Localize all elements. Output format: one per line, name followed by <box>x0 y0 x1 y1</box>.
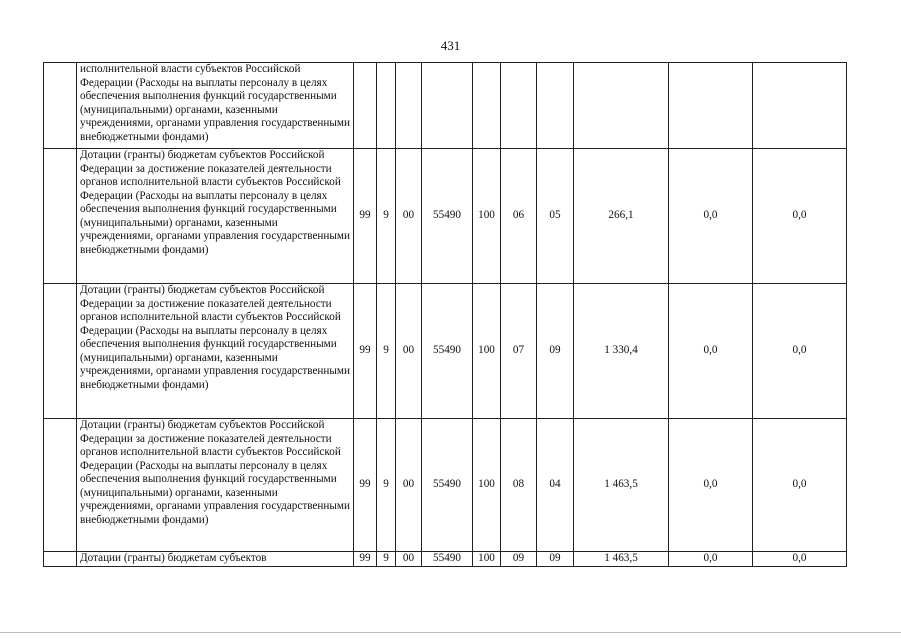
amount-year-1 <box>574 63 669 149</box>
code-direction: 55490 <box>422 284 473 419</box>
page-number: 431 <box>440 38 461 53</box>
code-program: 99 <box>354 419 377 552</box>
amount-year-3: 0,0 <box>753 552 847 567</box>
code-expense-type: 100 <box>473 284 501 419</box>
table-row <box>44 63 847 149</box>
table-row <box>44 419 847 552</box>
code-subsection: 09 <box>537 552 574 567</box>
code-subsection: 05 <box>537 149 574 284</box>
code-section: 06 <box>501 149 537 284</box>
code-event: 00 <box>396 284 422 419</box>
code-program: 99 <box>354 149 377 284</box>
page-bottom-divider <box>0 632 901 633</box>
table-row <box>44 149 847 284</box>
code-expense-type: 100 <box>473 149 501 284</box>
amount-year-3: 0,0 <box>753 284 847 419</box>
code-event <box>396 63 422 149</box>
row-description: Дотации (гранты) бюджетам субъектов Российской Федерации за достижение показателей деятельности органов исполнительной власти субъектов Российской Федерации (Расходы на выплаты персоналу в целях обеспечения выполнения функций государственными (муниципальными) органами, казенными учреждениями, органами управления государственными внебюджетными фондами) <box>77 419 354 552</box>
row-index-cell <box>44 284 77 419</box>
amount-year-2: 0,0 <box>669 552 753 567</box>
amount-year-2: 0,0 <box>669 284 753 419</box>
code-section: 08 <box>501 419 537 552</box>
row-description: исполнительной власти субъектов Российской Федерации (Расходы на выплаты персоналу в целях обеспечения выполнения функций государственными (муниципальными) органами, казенными учреждениями, органами управления государственными внебюджетными фондами) <box>77 63 354 149</box>
code-subprogram: 9 <box>377 419 396 552</box>
row-index-cell <box>44 552 77 567</box>
amount-year-2 <box>669 63 753 149</box>
code-direction: 55490 <box>422 419 473 552</box>
amount-year-2: 0,0 <box>669 419 753 552</box>
code-subprogram <box>377 63 396 149</box>
row-description: Дотации (гранты) бюджетам субъектов Российской Федерации за достижение показателей деятельности органов исполнительной власти субъектов Российской Федерации (Расходы на выплаты персоналу в целях обеспечения выполнения функций государственными (муниципальными) органами, казенными учреждениями, органами управления государственными внебюджетными фондами) <box>77 284 354 419</box>
row-description: Дотации (гранты) бюджетам субъектов <box>77 552 354 567</box>
row-index-cell <box>44 63 77 149</box>
code-subprogram: 9 <box>377 149 396 284</box>
amount-year-1: 1 463,5 <box>574 419 669 552</box>
code-program: 99 <box>354 284 377 419</box>
code-section: 07 <box>501 284 537 419</box>
code-subprogram: 9 <box>377 552 396 567</box>
amount-year-1: 1 463,5 <box>574 552 669 567</box>
budget-table <box>43 62 847 567</box>
code-direction: 55490 <box>422 552 473 567</box>
code-section <box>501 63 537 149</box>
code-section: 09 <box>501 552 537 567</box>
row-description: Дотации (гранты) бюджетам субъектов Российской Федерации за достижение показателей деятельности органов исполнительной власти субъектов Российской Федерации (Расходы на выплаты персоналу в целях обеспечения выполнения функций государственными (муниципальными) органами, казенными учреждениями, органами управления государственными внебюджетными фондами) <box>77 149 354 284</box>
code-event: 00 <box>396 149 422 284</box>
code-event: 00 <box>396 552 422 567</box>
code-subprogram: 9 <box>377 284 396 419</box>
code-expense-type: 100 <box>473 419 501 552</box>
code-program <box>354 63 377 149</box>
table-row <box>44 552 847 567</box>
code-program: 99 <box>354 552 377 567</box>
row-index-cell <box>44 149 77 284</box>
code-subsection: 04 <box>537 419 574 552</box>
code-subsection: 09 <box>537 284 574 419</box>
code-event: 00 <box>396 419 422 552</box>
row-index-cell <box>44 419 77 552</box>
table-row <box>44 284 847 419</box>
amount-year-3: 0,0 <box>753 419 847 552</box>
code-expense-type <box>473 63 501 149</box>
amount-year-2: 0,0 <box>669 149 753 284</box>
code-direction: 55490 <box>422 149 473 284</box>
amount-year-3: 0,0 <box>753 149 847 284</box>
amount-year-1: 266,1 <box>574 149 669 284</box>
code-expense-type: 100 <box>473 552 501 567</box>
code-subsection <box>537 63 574 149</box>
amount-year-1: 1 330,4 <box>574 284 669 419</box>
amount-year-3 <box>753 63 847 149</box>
code-direction <box>422 63 473 149</box>
